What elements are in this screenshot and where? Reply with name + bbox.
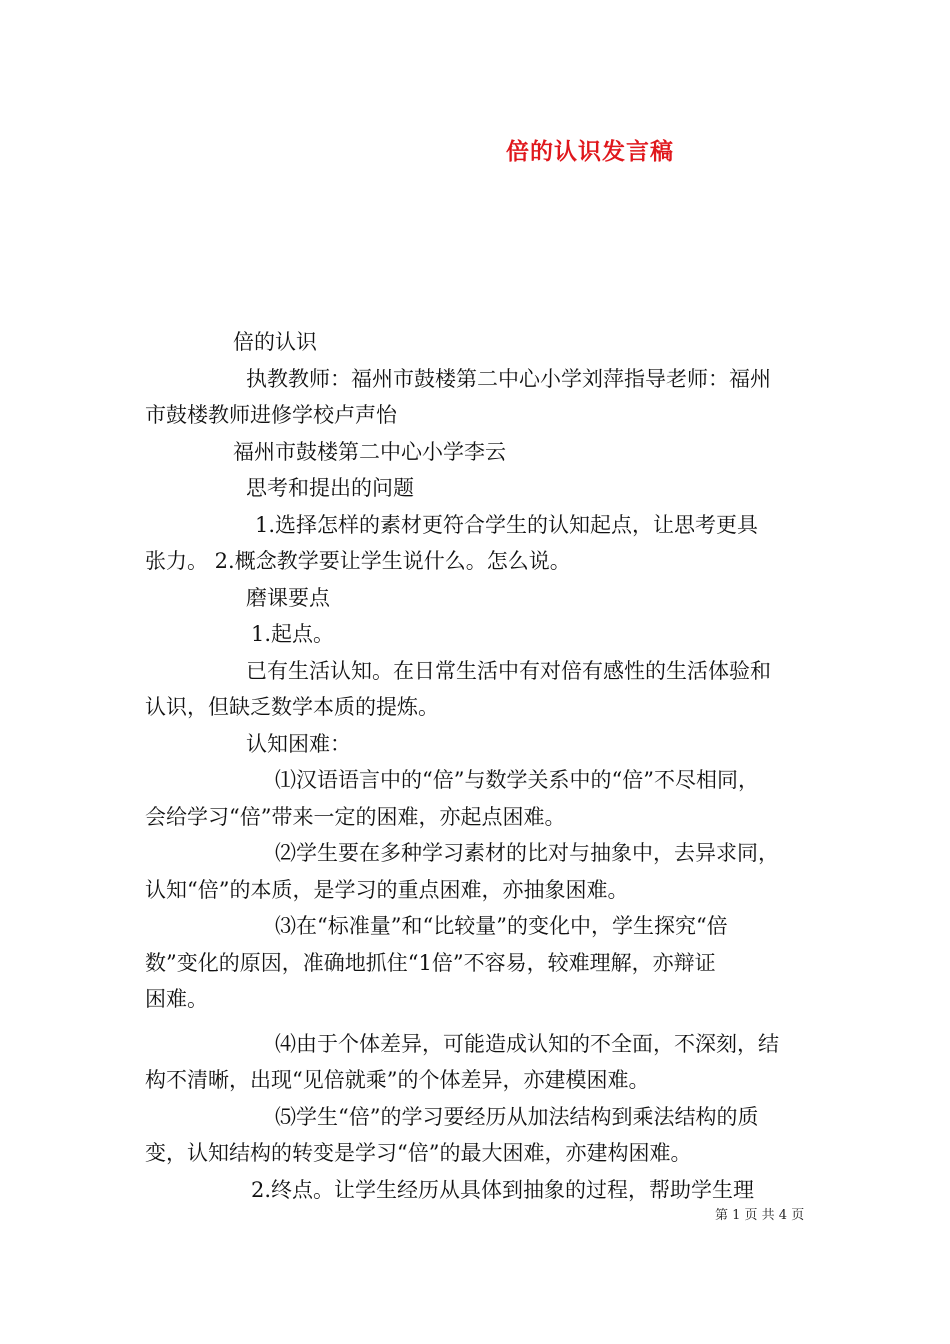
paragraph-line: 1.起点。 — [251, 622, 335, 646]
paragraph-line: 磨课要点 — [246, 585, 330, 610]
paragraph-line: 已有生活认知。在日常生活中有对倍有感性的生活体验和 — [246, 658, 771, 683]
paragraph-line: ⑶在“标准量”和“比较量”的变化中，学生探究“倍 — [275, 914, 728, 938]
document-body — [145, 324, 815, 1208]
paragraph-line: 会给学习“倍”带来一定的困难，亦起点困难。 — [145, 804, 566, 829]
paragraph-line: 执教教师：福州市鼓楼第二中心小学刘萍指导老师：福州 — [246, 366, 771, 391]
paragraph-line: ⑷由于个体差异，可能造成认知的不全面，不深刻，结 — [275, 1031, 779, 1056]
document-title: 倍的认识发言稿 — [506, 138, 674, 165]
paragraph-line: 困难。 — [145, 987, 208, 1011]
paragraph-line: ⑴汉语语言中的“倍”与数学关系中的“倍”不尽相同， — [275, 768, 759, 792]
paragraph-line: 构不清晰，出现“见倍就乘”的个体差异，亦建模困难。 — [145, 1068, 650, 1092]
paragraph-line: 张力。 2.概念教学要让学生说什么。怎么说。 — [145, 549, 571, 573]
paragraph-line: ⑸学生“倍”的学习要经历从加法结构到乘法结构的质 — [275, 1104, 759, 1129]
paragraph-line: 认识，但缺乏数学本质的提炼。 — [145, 695, 439, 719]
paragraph-line: 数”变化的原因，准确地抓住“1倍”不容易，较难理解，亦辩证 — [145, 950, 716, 975]
paragraph-line: 2.终点。让学生经历从具体到抽象的过程，帮助学生理 — [251, 1177, 755, 1202]
paragraph-line: 认知困难： — [246, 731, 351, 756]
paragraph-line: 变，认知结构的转变是学习“倍”的最大困难，亦建构困难。 — [145, 1141, 692, 1165]
paragraph-gap — [145, 1018, 815, 1026]
paragraph-line: ⑵学生要在多种学习素材的比对与抽象中，去异求同， — [275, 841, 779, 865]
paragraph-line: 1.选择怎样的素材更符合学生的认知起点，让思考更具 — [255, 512, 759, 537]
paragraph-line: 思考和提出的问题 — [246, 476, 414, 500]
page-footer: 第 1 页 共 4 页 — [715, 1208, 805, 1223]
paragraph-line: 福州市鼓楼第二中心小学李云 — [233, 439, 506, 464]
paragraph-line: 市鼓楼教师进修学校卢声怡 — [145, 403, 397, 427]
paragraph-line: 倍的认识 — [233, 330, 317, 354]
paragraph-line: 认知“倍”的本质，是学习的重点困难，亦抽象困难。 — [145, 877, 629, 902]
